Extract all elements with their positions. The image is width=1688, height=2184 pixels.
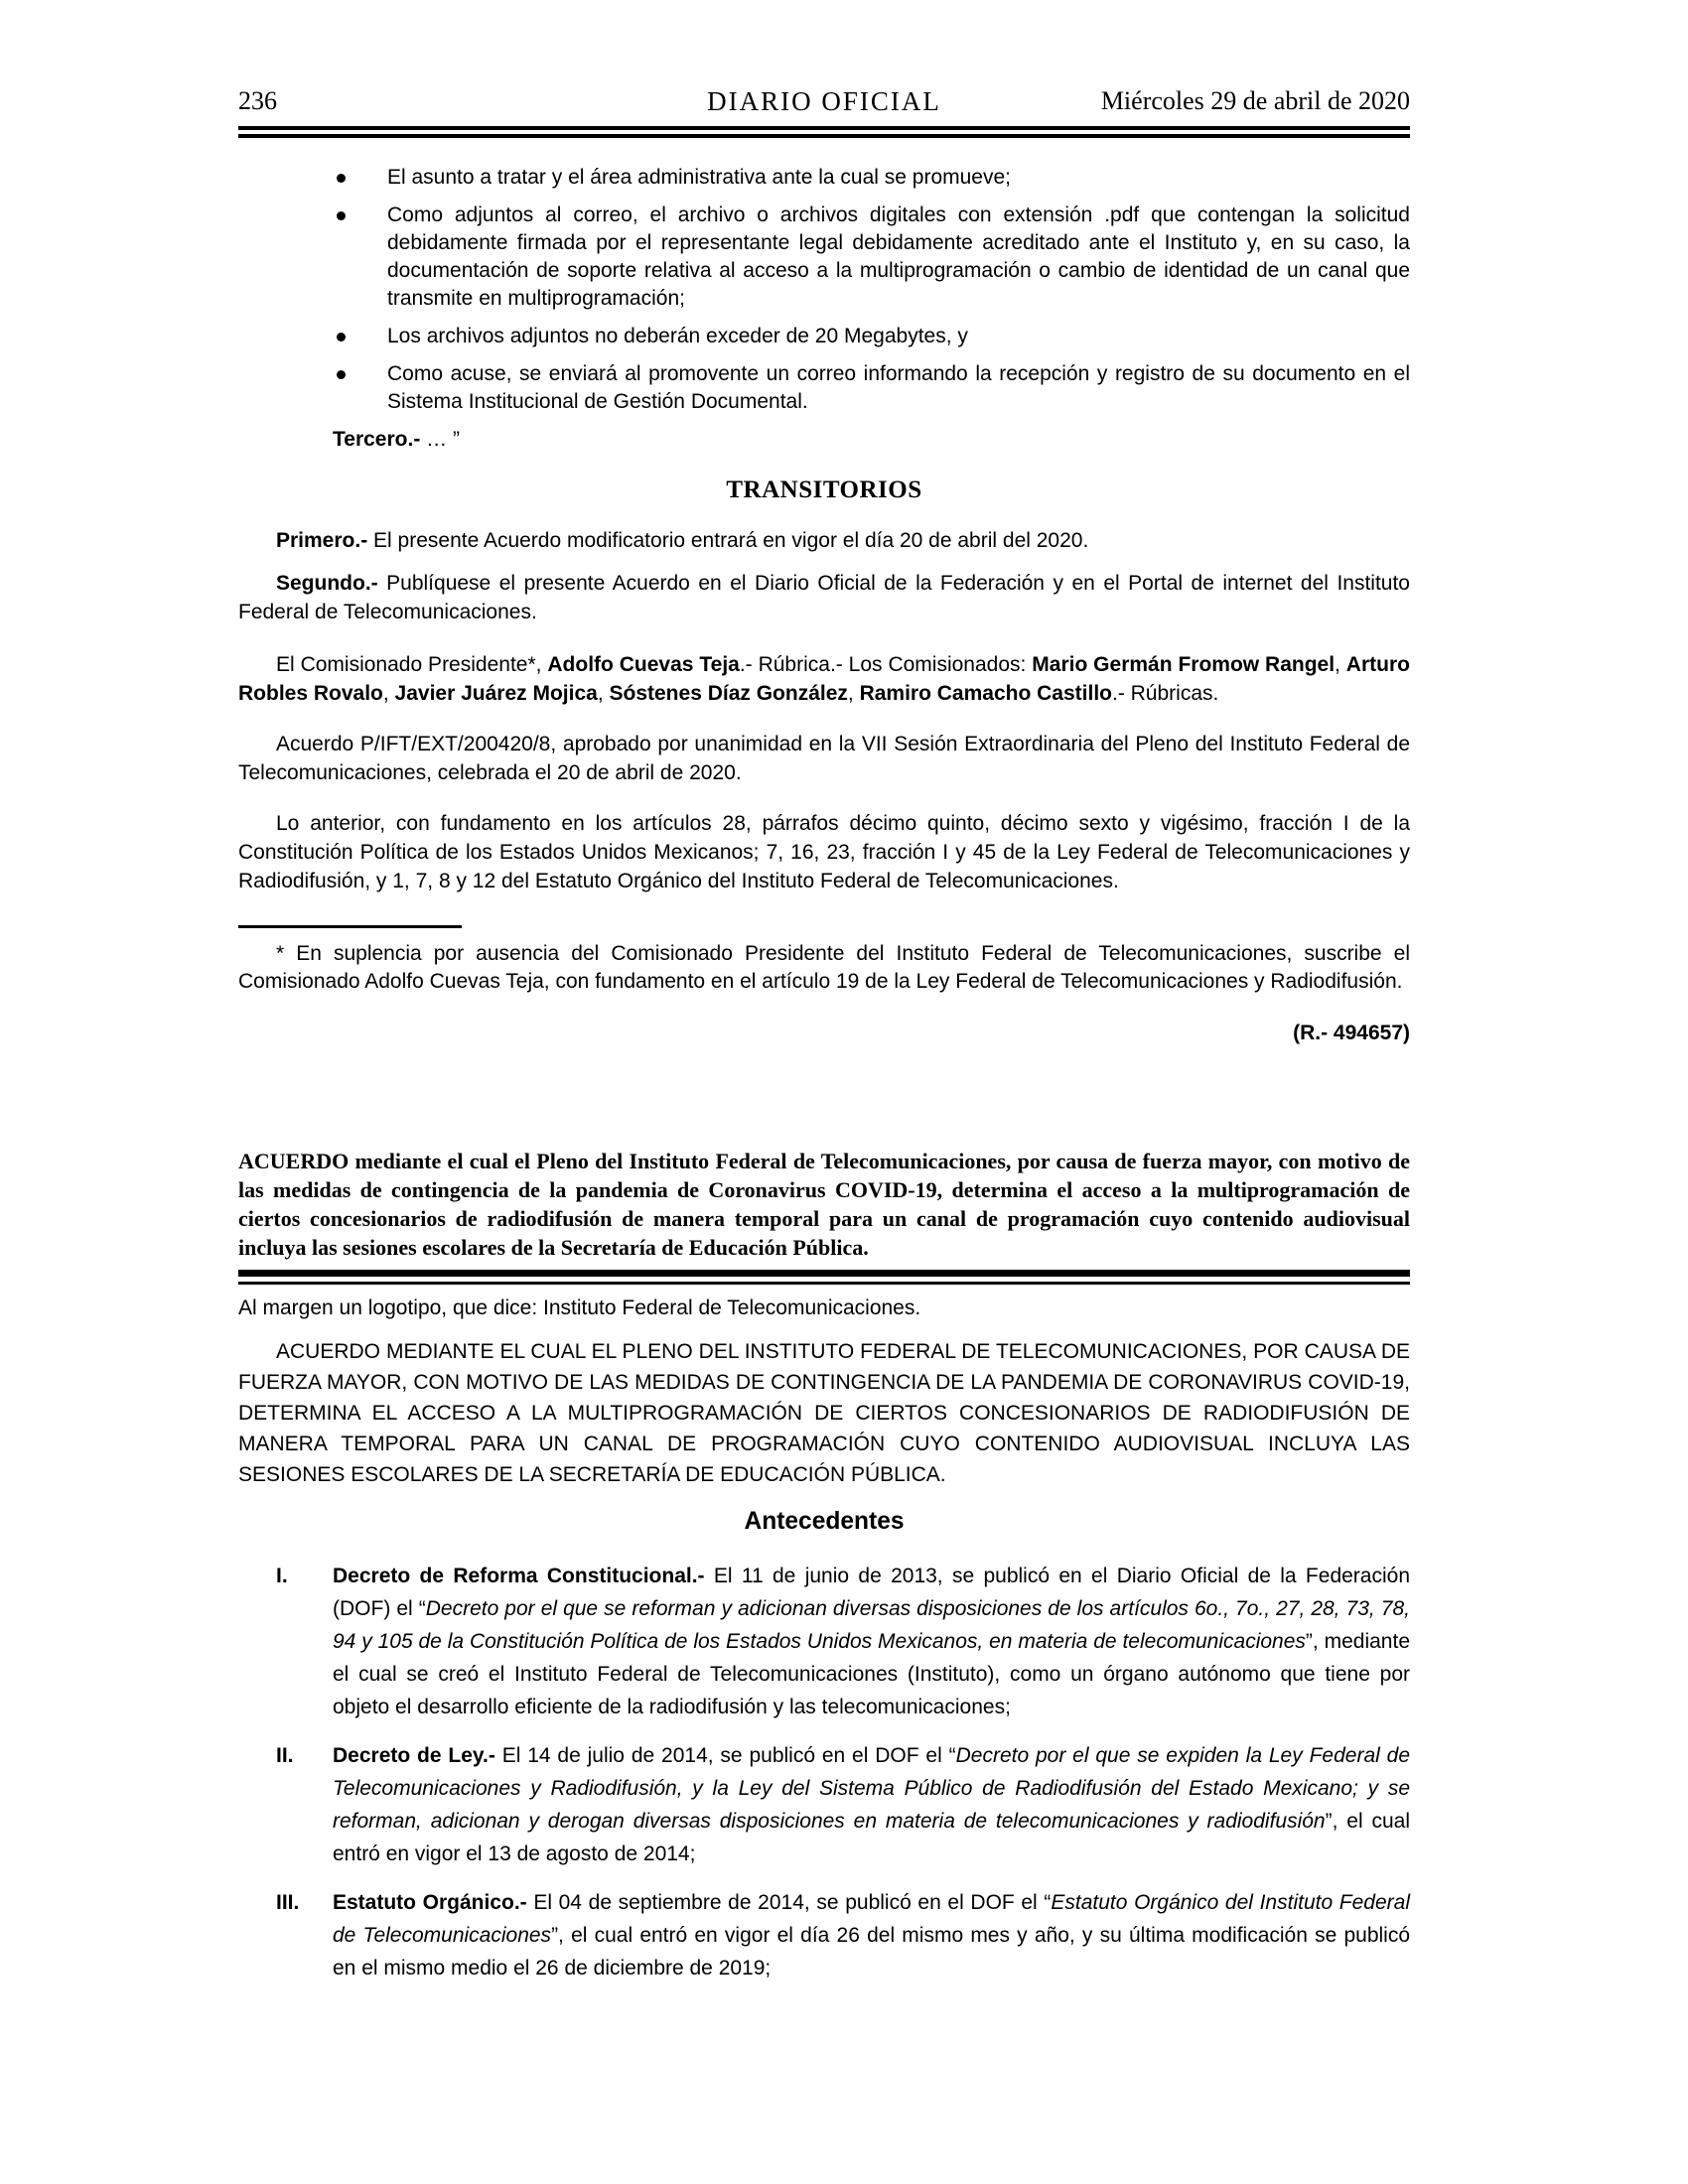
antecedentes-heading: Antecedentes — [744, 1507, 905, 1535]
tercero-clause: Tercero.- … ” — [333, 428, 460, 451]
bullet-icon — [337, 370, 346, 379]
list-item — [238, 1886, 1410, 1984]
footnote-separator — [238, 925, 462, 928]
item-number: III. — [276, 1891, 300, 1915]
transitorios-heading: TRANSITORIOS — [726, 477, 922, 503]
acuerdo-caps-paragraph: ACUERDO MEDIANTE EL CUAL EL PLENO DEL INSTITUTO FEDERAL DE TELECOMUNICACIONES, POR CAUSA DE FUERZA MAYOR, CON MOTIVO DE LAS MEDIDAS DE CONTINGENCIA DE LA PANDEMIA DE CORONAVIRUS COVID-19, DETERMINA EL ACCESO A LA MULTIPROGRAMACIÓN DE CIERTOS CONCESIONARIOS DE RADIODIFUSIÓN DE MANERA TEMPORAL PARA UN CANAL DE PROGRAMACIÓN CUYO CONTENIDO AUDIOVISUAL INCLUYA LAS SESIONES ESCOLARES DE LA SECRETARÍA DE EDUCACIÓN PÚBLICA. — [238, 1339, 1410, 1486]
item-text: Decreto de Reforma Constitucional.- El 11 de junio de 2013, se publicó en el Diario Oficial de la Federación (DOF) el “Decreto por el que se reforman y adicionan diversas disposiciones de los artículos 6o., 7o., 27, 28, 73, 78, 94 y 105 de la Constitución Política de los Estados Unidos Mexicanos, en materia de telecomunicaciones”, mediante el cual se creó el Instituto Federal de Telecomunicaciones (Instituto), como un órgano autónomo que tiene por objeto el desarrollo eficiente de la radiodifusión y las telecomunicaciones; — [333, 1565, 1410, 1719]
item-number: II. — [276, 1744, 294, 1768]
acuerdo-title: ACUERDO mediante el cual el Pleno del Instituto Federal de Telecomunicaciones, por causa de fuerza mayor, con motivo de las medidas de contingencia de la pandemia de Coronavirus COVID-19, determina el acceso a la multiprogramación de ciertos concesionarios de radiodifusión de manera temporal para un canal de programación cuyo contenido audiovisual incluya las sesiones escolares de la Secretaría de Educación Pública. — [238, 1148, 1410, 1260]
page-header — [238, 85, 1410, 117]
antecedentes-list — [238, 1560, 1410, 1984]
segundo-clause: Segundo.- Publíquese el presente Acuerdo en el Diario Oficial de la Federación y en el Portal de internet del Instituto Federal de Telecomunicaciones. — [238, 571, 1410, 623]
list-item — [238, 202, 1410, 313]
bullet-icon — [337, 211, 346, 220]
registry-number: (R.- 494657) — [1293, 1021, 1410, 1044]
section-double-bar — [238, 1270, 1410, 1285]
bullet-text: Como acuse, se enviará al promovente un correo informando la recepción y registro de su documento en el Sistema Institucional de Gestión Documental. — [387, 362, 1410, 413]
list-item — [238, 1739, 1410, 1870]
footnote-text: * En suplencia por ausencia del Comisionado Presidente del Instituto Federal de Telecomunicaciones, suscribe el Comisionado Adolfo Cuevas Teja, con fundamento en el artículo 19 de la Ley Federal de Telecomunicaciones y Radiodifusión. — [238, 941, 1410, 993]
bullet-icon — [337, 174, 346, 183]
legal-basis-paragraph: Lo anterior, con fundamento en los artículos 28, párrafos décimo quinto, décimo sexto y vigésimo, fracción I de la Constitución Política de los Estados Unidos Mexicanos; 7, 16, 23, fracción I y 45 de la Ley Federal de Telecomunicaciones y Radiodifusión, y 1, 7, 8 y 12 del Estatuto Orgánico del Instituto Federal de Telecomunicaciones. — [238, 811, 1410, 892]
page-number: 236 — [238, 86, 277, 115]
al-margen-note: Al margen un logotipo, que dice: Instituto Federal de Telecomunicaciones. — [238, 1296, 921, 1319]
bullet-text: El asunto a tratar y el área administrativa ante la cual se promueve; — [387, 166, 1011, 189]
item-number: I. — [276, 1565, 288, 1588]
item-text: Decreto de Ley.- El 14 de julio de 2014, se publicó en el DOF el “Decreto por el que se expiden la Ley Federal de Telecomunicaciones y Radiodifusión, y la Ley del Sistema Público de Radiodifusión del Estado Mexicano; y se reforman, adicionan y derogan diversas disposiciones en materia de telecomunicaciones y radiodifusión”, el cual entró en vigor el 13 de agosto de 2014; — [333, 1744, 1411, 1866]
issue-date: Miércoles 29 de abril de 2020 — [1100, 86, 1410, 115]
list-item — [238, 164, 1410, 192]
signatories-paragraph: El Comisionado Presidente*, Adolfo Cuevas Teja.- Rúbrica.- Los Comisionados: Mario Germán Fromow Rangel, Arturo Robles Rovalo, Javier Juárez Mojica, Sóstenes Díaz González, Ramiro Camacho Castillo.- Rúbricas. — [238, 652, 1410, 705]
bullet-icon — [337, 333, 346, 341]
list-item — [238, 360, 1410, 416]
bullet-text: Como adjuntos al correo, el archivo o archivos digitales con extensión .pdf que contengan la solicitud debidamente firmada por el representante legal debidamente acreditado ante el Instituto y, en su caso, la documentación de soporte relativa al acceso a la multiprogramación o cambio de identidad de un canal que transmite en multiprogramación; — [387, 204, 1410, 310]
bullet-list — [238, 164, 1410, 416]
list-item — [238, 323, 1410, 350]
bullet-text: Los archivos adjuntos no deberán exceder de 20 Megabytes, y — [387, 325, 968, 347]
gazette-title: DIARIO OFICIAL — [707, 86, 941, 116]
acuerdo-number-paragraph: Acuerdo P/IFT/EXT/200420/8, aprobado por unanimidad en la VII Sesión Extraordinaria del Pleno del Instituto Federal de Telecomunicaciones, celebrada el 20 de abril de 2020. — [238, 732, 1410, 784]
header-double-rule — [238, 126, 1410, 138]
list-item — [238, 1560, 1410, 1723]
primero-clause: Primero.- El presente Acuerdo modificatorio entrará en vigor el día 20 de abril del 2020. — [276, 528, 1089, 552]
item-text: Estatuto Orgánico.- El 04 de septiembre de 2014, se publicó en el DOF el “Estatuto Orgánico del Instituto Federal de Telecomunicaciones”, el cual entró en vigor el día 26 del mismo mes y año, y su última modificación se publicó en el mismo medio el 26 de diciembre de 2019; — [333, 1891, 1411, 1980]
